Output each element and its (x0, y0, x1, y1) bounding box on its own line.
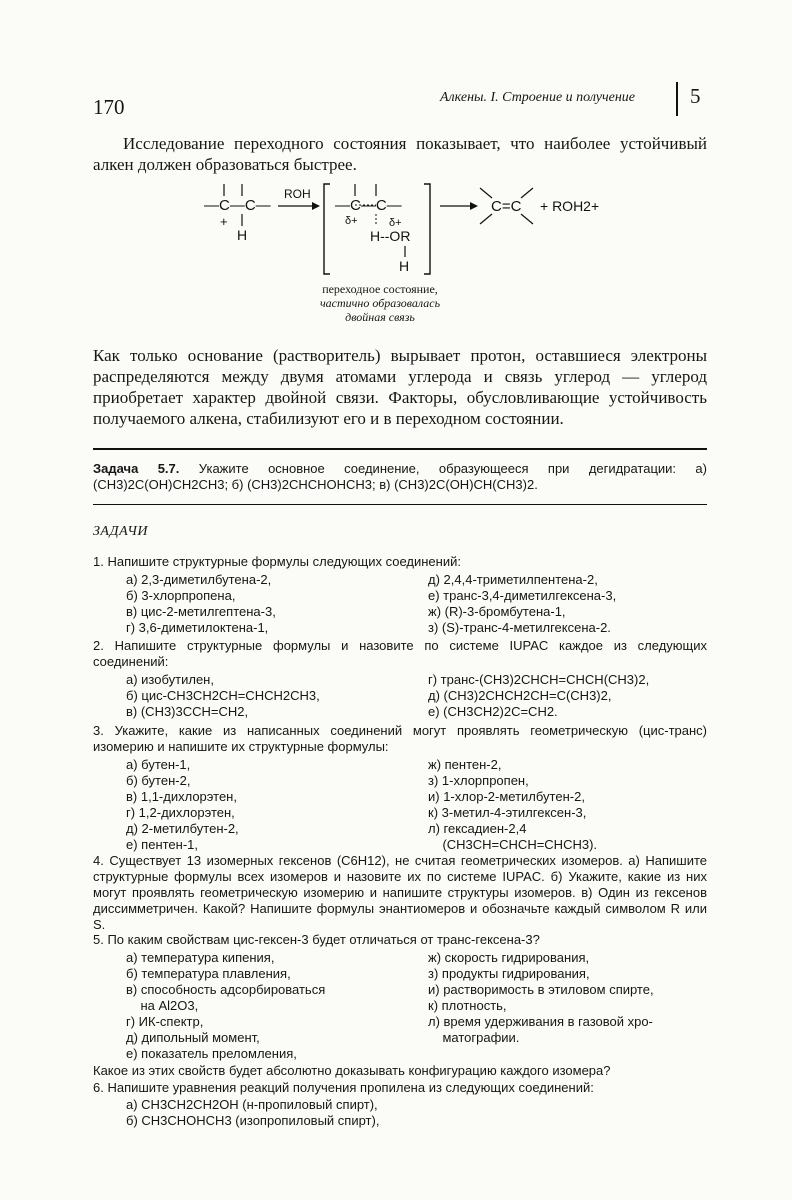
header-divider (676, 82, 678, 116)
list-item: и) 1-хлор-2-метилбутен-2, (428, 789, 585, 804)
list-item: з) (S)-транс-4-метилгексена-2. (428, 620, 611, 635)
diagram-caption (260, 282, 500, 324)
list-item: л) гексадиен-2,4 (428, 821, 527, 836)
problem-4-text: 4. Существует 13 изомерных гексенов (C6H12), не считая геометрических изомеров. а) Напишите структурные формулы всех изомеров и назовите их по системе IUPAC. б) Укажите, какие из них могут проявлять геометрическую изомерию и напишите структуры изомеров. в) Один из гексенов диссимметричен. Какой? Напишите формулы энантиомеров и обозначьте каждый символом R или S. (93, 853, 707, 932)
list-item: е) (CH3CH2)2C=CH2. (428, 704, 558, 719)
running-head: Алкены. I. Строение и получение (440, 90, 636, 105)
delta-left: δ+ (345, 215, 358, 227)
list-item: б) CH3CHOHCH3 (изопропиловый спирт), (126, 1113, 380, 1128)
page-number: 170 (93, 95, 125, 119)
list-item: ж) скорость гидрирования, (428, 950, 590, 965)
list-item: на Al2O3, (126, 998, 199, 1013)
list-item: в) (CH3)3CCH=CH2, (126, 704, 249, 719)
list-item: з) продукты гидрирования, (428, 966, 590, 981)
problem-1-list-left (126, 572, 276, 636)
caption-line-1: переходное состояние, (322, 282, 438, 296)
list-item: в) цис-2-метилгептена-3, (126, 604, 276, 619)
caption-line-2: частично образовалась (319, 296, 441, 310)
list-item: г) 3,6-диметилоктена-1, (126, 620, 269, 635)
ts-bonds: —C—C— (335, 197, 402, 214)
reaction-diagram (180, 178, 620, 278)
task-title: Задача 5.7. (93, 461, 180, 476)
chapter-number: 5 (690, 84, 701, 108)
list-item: г) транс-(CH3)2CHCH=CHCH(CH3)2, (428, 672, 650, 687)
problem-3-list-right (428, 757, 597, 853)
list-item: д) 2,4,4-триметилпентена-2, (428, 572, 598, 587)
task-top-rule (93, 448, 707, 450)
list-item: е) показатель преломления, (126, 1046, 297, 1061)
list-item: б) температура плавления, (126, 966, 291, 981)
task-bottom-rule (93, 504, 707, 505)
ts-h-bottom: H (399, 258, 410, 274)
list-item: е) пентен-1, (126, 837, 199, 852)
list-item: и) растворимость в этиловом спирте, (428, 982, 654, 997)
list-item: г) 1,2-дихлорэтен, (126, 805, 235, 820)
list-item: а) CH3CH2CH2OH (н-пропиловый спирт), (126, 1097, 378, 1112)
reagent-label: ROH (284, 187, 311, 201)
delta-right: δ+ (389, 217, 402, 229)
list-item: а) 2,3-диметилбутена-2, (126, 572, 272, 587)
list-item: з) 1-хлорпропен, (428, 773, 529, 788)
list-item: д) дипольный момент, (126, 1030, 260, 1045)
problem-6-list (126, 1097, 379, 1129)
list-item: б) бутен-2, (126, 773, 191, 788)
list-item: (CH3CH=CHCH=CHCH3). (428, 837, 598, 852)
task-5-7 (93, 461, 707, 493)
problem-5-question: Какое из этих свойств будет абсолютно доказывать конфигурацию каждого изомера? (93, 1063, 611, 1078)
list-item: к) 3-метил-4-этилгексен-3, (428, 805, 587, 820)
list-item: а) изобутилен, (126, 672, 214, 687)
list-item: а) бутен-1, (126, 757, 191, 772)
reactant-plus: + (220, 214, 228, 229)
caption-line-3: двойная связь (345, 310, 415, 324)
problem-2-list-right (428, 672, 649, 720)
list-item: б) 3-хлорпропена, (126, 588, 236, 603)
reactant-h: H (237, 227, 248, 243)
problem-2-list-left (126, 672, 320, 720)
list-item: л) время удерживания в газовой хро- (428, 1014, 653, 1029)
problem-1-text: 1. Напишите структурные формулы следующих соединений: (93, 554, 461, 569)
list-item: матографии. (428, 1030, 520, 1045)
list-item: в) способность адсорбироваться (126, 982, 326, 997)
list-item: а) температура кипения, (126, 950, 275, 965)
problem-2-text: 2. Напишите структурные формулы и назовите по системе IUPAC каждое из следующих соединений: (93, 638, 707, 669)
list-item: е) транс-3,4-диметилгексена-3, (428, 588, 617, 603)
ts-h-or: H--OR (370, 228, 411, 244)
problem-5-text: 5. По каким свойствам цис-гексен-3 будет отличаться от транс-гексена-3? (93, 932, 540, 947)
task-text: Укажите основное соединение, образующееся при дегидратации: а) (CH3)2C(OH)CH2CH3; б) (CH3)2CHCHOHCH3; в) (CH3)2C(OH)CH(CH3)2. (93, 461, 707, 492)
problem-6-text: 6. Напишите уравнения реакций получения пропилена из следующих соединений: (93, 1080, 594, 1095)
list-item: ж) (R)-3-бромбутена-1, (428, 604, 566, 619)
list-item: д) 2-метилбутен-2, (126, 821, 239, 836)
byproduct: + ROH2+ (540, 198, 600, 214)
product-alkene: C=C (491, 198, 522, 215)
problem-5-list-right (428, 950, 654, 1046)
list-item: в) 1,1-дихлорэтен, (126, 789, 237, 804)
reactant-bonds: —C—C— (204, 197, 271, 214)
list-item: г) ИК-спектр, (126, 1014, 204, 1029)
problem-5-list-left (126, 950, 325, 1062)
problems-heading: ЗАДАЧИ (93, 524, 149, 539)
list-item: д) (CH3)2CHCH2CH=C(CH3)2, (428, 688, 612, 703)
body-paragraph-2: Как только основание (растворитель) вырывает протон, оставшиеся электроны распределяются между двумя атомами углерода и связь углерод — углерод приобретает характер двойной связи. Факторы, обусловливающие устойчивость получаемого алкена, стабилизуют его и в переходном состоянии. (93, 346, 707, 428)
problem-1-list-right (428, 572, 616, 636)
problem-3-list-left (126, 757, 239, 853)
list-item: б) цис-CH3CH2CH=CHCH2CH3, (126, 688, 320, 703)
problem-3-text: 3. Укажите, какие из написанных соединений могут проявлять геометрическую (цис-транс) изомерию и напишите их структурные формулы: (93, 723, 707, 754)
intro-paragraph: Исследование переходного состояния показывает, что наиболее устойчивый алкен должен образоваться быстрее. (93, 134, 707, 174)
list-item: к) плотность, (428, 998, 507, 1013)
list-item: ж) пентен-2, (428, 757, 502, 772)
